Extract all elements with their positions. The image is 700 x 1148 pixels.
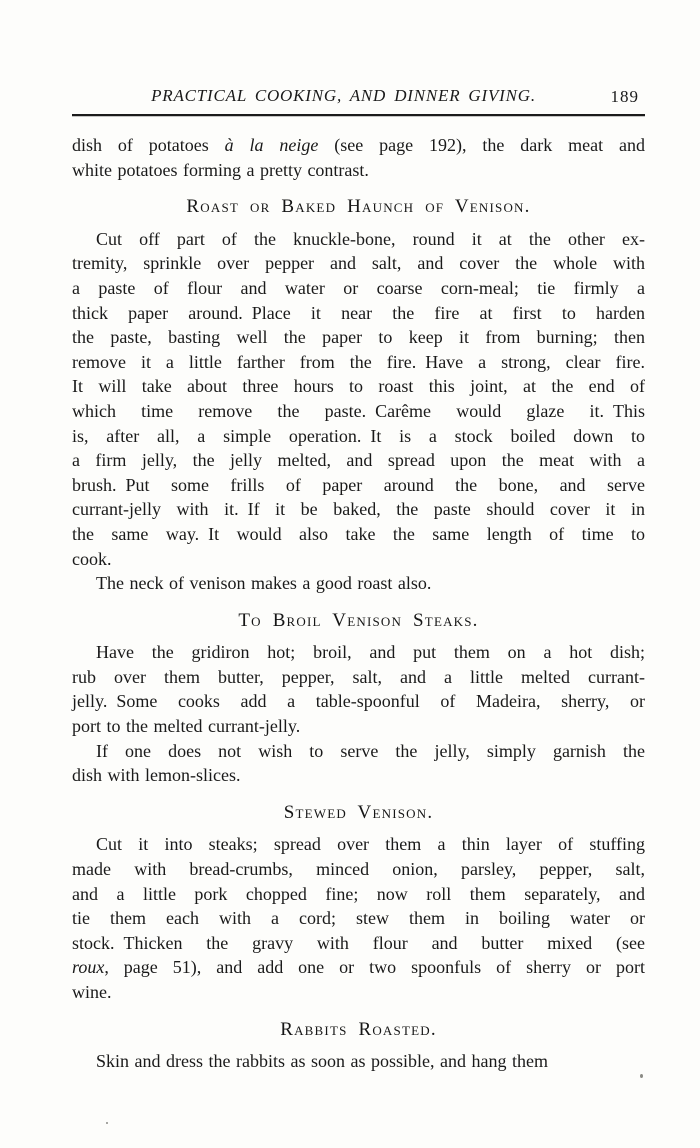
- text-run: Have the gridiron hot; broil, and put them on a hot dish;: [96, 642, 645, 663]
- text-run: stock. Thicken the gravy with flour and butter mixed (see: [72, 932, 645, 953]
- scan-speck: [106, 1122, 108, 1124]
- text-run: If one does not wish to serve the jelly, simply garnish the: [96, 740, 645, 761]
- paragraph: [72, 571, 645, 596]
- header-rule: [72, 114, 645, 116]
- running-title: PRACTICAL COOKING, AND DINNER GIVING.: [151, 86, 536, 105]
- text-line: [72, 399, 645, 424]
- scan-speck: [640, 1074, 643, 1078]
- text-run: tie them each with a cord; stew them in boiling water or: [72, 908, 645, 929]
- text-line: [72, 689, 645, 714]
- text-line: [72, 547, 645, 572]
- text-line: [72, 571, 645, 596]
- text-line: [72, 350, 645, 375]
- text-run: tremity, sprinkle over pepper and salt, and cover the whole with: [72, 253, 645, 274]
- text-line: [72, 931, 645, 956]
- text-run: cook.: [72, 548, 112, 569]
- text-line: [72, 640, 645, 665]
- section-heading: Rabbits Roasted.: [280, 1018, 437, 1040]
- text-run: The neck of venison makes a good roast also.: [96, 573, 432, 594]
- text-line: [72, 832, 645, 857]
- text-run: dish with lemon-slices.: [72, 765, 241, 786]
- text-run: , page 51), and add one or two spoonfuls of sherry or port: [104, 957, 645, 978]
- section-heading: Roast or Baked Haunch of Venison.: [186, 196, 531, 218]
- text-line: [72, 424, 645, 449]
- paragraph: [72, 832, 645, 1004]
- text-run: rub over them butter, pepper, salt, and a little melted currant-: [72, 666, 645, 687]
- text-run: jelly. Some cooks add a table-spoonful of Madeira, sherry, or: [72, 691, 645, 712]
- italic-text-run: à la neige: [224, 135, 319, 155]
- text-line: [72, 955, 645, 980]
- text-run: Cut it into steaks; spread over them a thin layer of stuffing: [96, 834, 645, 855]
- text-line: [72, 665, 645, 690]
- text-run: made with bread-crumbs, minced onion, parsley, pepper, salt,: [72, 859, 645, 880]
- text-run: the same way. It would also take the same length of time to: [72, 523, 645, 544]
- text-run: Cut off part of the knuckle-bone, round it at the other ex-: [96, 228, 645, 249]
- text-run: a firm jelly, the jelly melted, and spread upon the meat with a: [72, 450, 645, 471]
- text-run: It will take about three hours to roast this joint, at the end of: [72, 376, 645, 397]
- text-line: [72, 763, 645, 788]
- text-run: dish of potatoes: [72, 135, 225, 155]
- text-run: (see page 192), the dark meat and: [318, 135, 645, 155]
- text-line: [72, 133, 645, 158]
- text-line: [72, 1049, 645, 1074]
- italic-text-run: roux: [72, 957, 105, 978]
- text-line: [72, 906, 645, 931]
- paragraph: [72, 133, 645, 182]
- text-run: brush. Put some frills of paper around the bone, and serve: [72, 474, 645, 495]
- text-line: [72, 522, 645, 547]
- text-run: white potatoes forming a pretty contrast.: [72, 159, 369, 180]
- text-run: thick paper around. Place it near the fire at first to harden: [72, 302, 645, 323]
- paragraph: [72, 739, 645, 788]
- paragraph: [72, 1049, 645, 1074]
- section-heading: Stewed Venison.: [283, 801, 434, 823]
- text-line: [72, 739, 645, 764]
- section-heading: To Broil Venison Steaks.: [238, 609, 479, 631]
- text-line: [72, 857, 645, 882]
- text-run: wine.: [72, 982, 112, 1002]
- text-line: [72, 276, 645, 301]
- text-line: [72, 325, 645, 350]
- text-run: is, after all, a simple operation. It is a stock boiled down to: [72, 425, 645, 446]
- text-run: the paste, basting well the paper to keep it from burning; then: [72, 327, 645, 348]
- text-run: currant-jelly with it. If it be baked, the paste should cover it in: [72, 499, 645, 520]
- text-line: [72, 714, 645, 739]
- text-line: [72, 980, 645, 1005]
- text-line: [72, 497, 645, 522]
- text-line: [72, 227, 645, 252]
- text-run: Skin and dress the rabbits as soon as possible, and hang them: [96, 1051, 548, 1072]
- text-line: [72, 473, 645, 498]
- text-run: remove it a little farther from the fire. Have a strong, clear fire.: [72, 351, 645, 372]
- text-line: [72, 882, 645, 907]
- text-line: [72, 251, 645, 276]
- text-line: [72, 448, 645, 473]
- text-run: and a little pork chopped fine; now roll them separately, and: [72, 883, 645, 904]
- text-line: [72, 158, 645, 183]
- paragraph: [72, 640, 645, 738]
- text-run: a paste of flour and water or coarse corn-meal; tie firmly a: [72, 277, 645, 298]
- running-head: [72, 86, 645, 108]
- page-content: [72, 133, 645, 1074]
- text-line: [72, 374, 645, 399]
- text-line: [72, 301, 645, 326]
- text-run: which time remove the paste. Carême would glaze it. This: [72, 400, 645, 421]
- page-number: 189: [610, 87, 639, 106]
- text-run: port to the melted currant-jelly.: [72, 716, 301, 737]
- paragraph: [72, 227, 645, 571]
